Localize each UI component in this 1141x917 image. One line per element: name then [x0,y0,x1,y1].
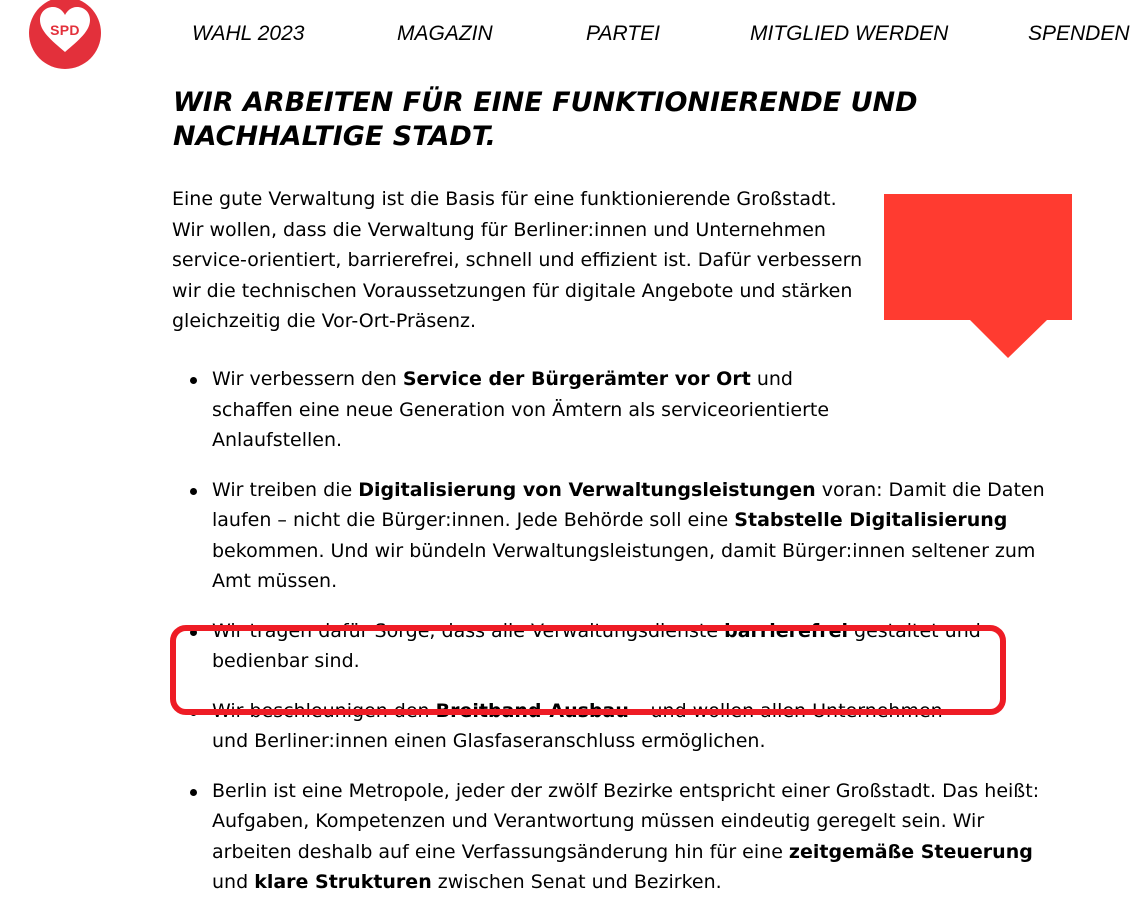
intro-paragraph: Eine gute Verwaltung ist die Basis für eine funktionierende Großstadt. Wir wollen, dass die Verwaltung für Berliner:innen und Unternehmen service-orientiert, barrierefrei, schnell und effizient ist. Dafür verbessern wir die technischen Voraussetzungen für digitale Angebote und stärken gleichzeitig die Vor-Ort-Präsenz. [172,188,863,332]
list-item: Wir tragen dafür Sorge, dass alle Verwaltungsdienste barrierefrei gestaltet und bedienbar sind. [172,616,1064,677]
list-item-highlighted: Wir beschleunigen den Breitband-Ausbau – und wollen allen Unternehmen und Berliner:innen einen Glasfaseranschluss ermöglichen. [172,696,980,757]
page-title-line-2: NACHHALTIGE STADT. [173,121,496,152]
speech-bubble-graphic [884,194,1072,360]
nav-item-mitglied-werden[interactable]: MITGLIED WERDEN [750,22,949,45]
nav-item-partei[interactable]: PARTEI [586,22,660,45]
list-item: Wir verbessern den Service der Bürgerämter vor Ort und schaffen eine neue Generation von Ämtern als serviceorientierte Anlaufstellen. [172,364,862,456]
page-title [173,86,993,154]
page-title-line-1: WIR ARBEITEN FÜR EINE FUNKTIONIERENDE UND [173,87,918,118]
bullet-list [172,364,1072,917]
list-item: Wir treiben die Digitalisierung von Verwaltungsleistungen voran: Damit die Daten laufen – nicht die Bürger:innen. Jede Behörde soll eine Stabstelle Digitalisierung bekommen. Und wir bündeln Verwaltungsleistungen, damit Bürger:innen seltener zum Amt müssen. [172,475,1064,597]
list-item: Berlin ist eine Metropole, jeder der zwölf Bezirke entspricht einer Großstadt. Das heißt: Aufgaben, Kompetenzen und Verantwortung müssen eindeutig geregelt sein. Wir arbeiten deshalb auf eine Verfassungsänderung hin für eine zeitgemäße Steuerung und klare Strukturen zwischen Senat und Bezirken. [172,776,1064,898]
nav-item-wahl-2023[interactable]: WAHL 2023 [192,22,305,45]
nav-item-spenden[interactable]: SPENDEN [1028,22,1130,45]
logo-text: SPD [50,22,80,38]
nav-item-magazin[interactable]: MAGAZIN [397,22,493,45]
spd-logo[interactable] [29,0,101,69]
